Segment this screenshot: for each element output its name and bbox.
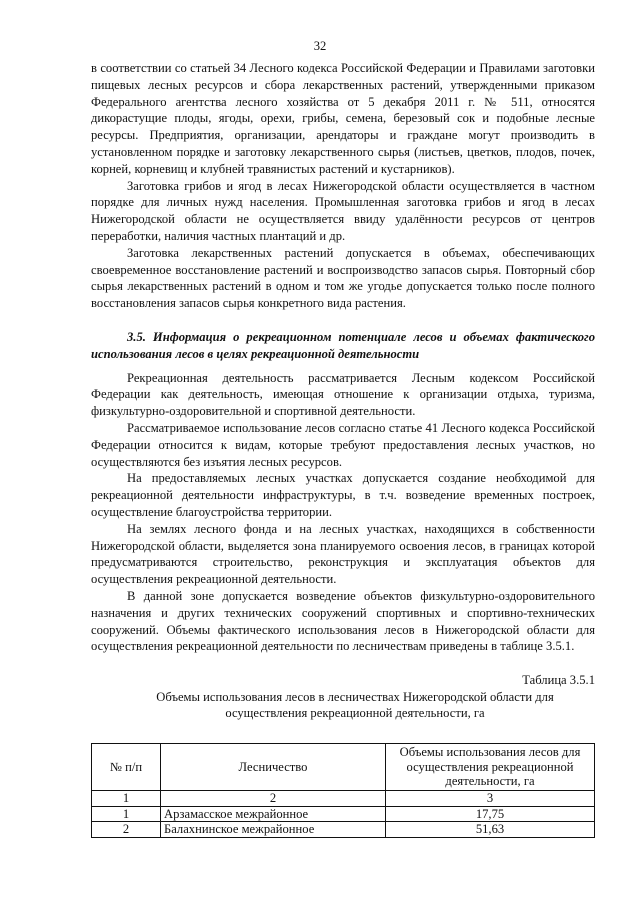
- paragraph-infrastructure: На предоставляемых лесных участках допускается создание необходимой для рекреационной деятельности инфраструктуры, в т.ч. возведение временных построек, осуществление благоустройства территории.: [91, 471, 595, 519]
- page-number: 32: [313, 39, 327, 53]
- index-cell-1: 1: [92, 791, 161, 807]
- table-row: [92, 806, 595, 822]
- table-header-row: [92, 744, 595, 791]
- row-forestry-name: Балахнинское межрайонное: [161, 822, 386, 838]
- paragraph-facilities: В данной зоне допускается возведение объектов физкультурно-оздоровительного назначения и других технических сооружений спортивных и спортивно-технических сооружений. Объемы фактического использования лесов в Нижегородской области для осуществления рекреационной деятельности по лесничествам приведены в таблице 3.5.1.: [91, 588, 595, 654]
- paragraph-article-41: Рассматриваемое использование лесов согласно статье 41 Лесного кодекса Российской Федерации относится к видам, которые требуют предоставления лесных участков, но осуществляются без изъятия лесных ресурсов.: [91, 420, 595, 469]
- header-forestry: Лесничество: [161, 744, 386, 791]
- body-text: [91, 60, 595, 721]
- table-caption-line-2: осуществления рекреационной деятельности, га: [225, 706, 485, 721]
- paragraph-mushrooms-berries: Заготовка грибов и ягод в лесах Нижегородской области осуществляется в частном порядке для личных нужд населения. Промышленная заготовка грибов и ягод в лесах Нижегородской области не осуществляется ввиду удалённости ресурсов от центров переработки, наличия частных плантаций и др.: [91, 178, 595, 243]
- row-volume: 51,63: [386, 822, 595, 838]
- recreation-table: [91, 743, 595, 838]
- row-number: 1: [92, 806, 161, 822]
- paragraph-medicinal-plants: Заготовка лекарственных растений допускается в объемах, обеспечивающих своевременное восстановление растений и воспроизводство запасов сырья. Повторный сбор сырья лекарственных растений в одном и том же угодье допускается только после полного восстановления запасов сырья конкретного вида растения.: [91, 245, 595, 311]
- header-volume: Объемы использования лесов для осуществления рекреационной деятельности, га: [386, 744, 595, 791]
- paragraph-recreation-definition: Рекреационная деятельность рассматривается Лесным кодексом Российской Федерации как деятельность, имеющая отношение к организации отдыха, туризма, физкультурно-оздоровительной и спортивной деятельности.: [91, 370, 595, 419]
- header-number: № п/п: [92, 744, 161, 791]
- row-forestry-name: Арзамасское межрайонное: [161, 806, 386, 822]
- paragraph-development-zone: На землях лесного фонда и на лесных участках, находящихся в собственности Нижегородской области, выделяется зона планируемого освоения лесов, в границах которой предусматриваются строительство, реконструкция и эксплуатация объектов для осуществления рекреационной деятельности.: [91, 521, 595, 587]
- paragraph-continuation: в соответствии со статьей 34 Лесного кодекса Российской Федерации и Правилами заготовки пищевых лесных ресурсов и сбора лекарственных растений, утвержденными приказом Федерального агентства лесного хозяйства от 5 декабря 2011 г. № 511, относятся дикорастущие плоды, ягоды, орехи, грибы, семена, березовый сок и подобные лесные ресурсы. Предприятия, организации, арендаторы и граждане могут производить в установленном порядке и заготовку лекарственного сырья (листьев, цветков, плодов, почек, корней, корневищ и клубней травянистых растений и кустарников).: [91, 61, 595, 176]
- table-caption-line-1: Объемы использования лесов в лесничествах Нижегородской области для: [156, 689, 554, 704]
- row-volume: 17,75: [386, 806, 595, 822]
- table-index-row: [92, 791, 595, 807]
- table-row: [92, 822, 595, 838]
- row-number: 2: [92, 822, 161, 838]
- index-cell-3: 3: [386, 791, 595, 807]
- section-heading: 3.5. Информация о рекреационном потенциале лесов и объемах фактического использования лесов в целях рекреационной деятельности: [91, 329, 595, 361]
- table-label: Таблица 3.5.1: [522, 673, 595, 688]
- index-cell-2: 2: [161, 791, 386, 807]
